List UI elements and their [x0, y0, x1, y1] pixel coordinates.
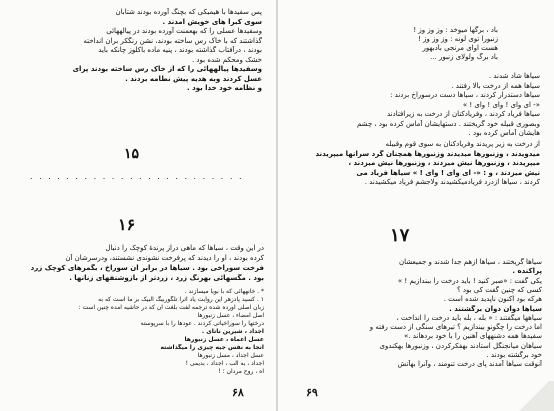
chapter-17-number: ۱۷: [390, 225, 410, 246]
body-line: هرکه بود اکنون ناپدید شده است .: [443, 295, 542, 304]
body-line: آنوقت سیاها آمدند پای درخت تنومند ، وآنرا بهآتش: [397, 360, 542, 369]
page-number-right: ۶۹: [306, 386, 318, 399]
left-page: [0, 0, 276, 411]
footnote-line: اجداد ، شیرین ناتای .: [201, 328, 264, 335]
body-line: یکی گفت : «صبر کنید ! باید درخت را ببندازیم ! »: [397, 276, 542, 285]
body-line: «- ای وای ! وای ! وای ! »: [462, 100, 540, 109]
poem-line: باد ، برگها میوخد : وز وز وز !: [413, 26, 498, 34]
body-line: سیاهها میگفتند : « بله ، بله باید درخت را انداخت ،: [396, 313, 542, 322]
section-dots: . . . . . . . . . . . . . . . . . . . . . . . .: [30, 172, 244, 181]
footnote-line: اصل امضاء ، عسل زنبورها: [197, 312, 264, 319]
body-line: سفیدها همه دشنههای آهنین را با خود بردهاند .»: [403, 332, 542, 341]
body-line: و نظامه خود خدا بود .: [187, 84, 262, 92]
poem-line: باد برگ ولولای زنبور ...: [430, 53, 498, 61]
body-line: میپریدند ، وزنبورها نیش میزدند ، وزنبورها نیش میزدند ،: [348, 159, 540, 167]
footnote-line: * . خانههائی که با بویا میسازند .: [184, 288, 264, 295]
footnote-line: آنجا به نفس جیه چیزی را میگذاشته: [160, 344, 264, 351]
body-line: خشک ومحکم شده بود .: [191, 55, 262, 64]
body-line: میدویدند ، وزنبورها میدیدند وزنبورها همچنان گرد سرآنها میپریدند: [315, 149, 540, 158]
chapter-15-number: ۱۵: [124, 146, 140, 162]
body-line: کردند ، سیاها ازدرد فریادمیکشیدند ولاجشم فریاد میکشیدند .: [364, 178, 540, 186]
footnote-line: عسل اعماه ، عسل زنبورها: [184, 336, 264, 343]
body-line: سیاها گریختند ، سیاها ازهم جدا شدند و جمیعشان: [398, 258, 542, 266]
body-line: بود . مگسهائی بهرنگ زرد ، زردتر از بازوشنفهای زنانها .: [69, 274, 264, 282]
footnote-line: اجداد ، به آلب ، اجداد ، بدیمی !: [185, 360, 264, 367]
body-line: کرده بودند ، او را دیدند که پرفرخت نشوندی نشستند، ودرسرشان آن: [65, 254, 264, 262]
body-line: سیاها دوان دوان برگشتند .: [449, 304, 542, 313]
footnote-line: درختها را سوراخیاتی کردند . عودها را با سرپوسته: [140, 320, 264, 327]
footnote-line: ۱ . کسید پادزهر این روایت یاد اثرا تلگوربیگ آلبیک بر ما است که به: [98, 296, 264, 303]
footnote-line: آه ، روح مردان ؛ !: [218, 368, 264, 375]
poem-line: زنبورا توی لونه : وز وز وز !: [418, 35, 498, 43]
footnote-line: زبان اصلی آورده شده ترجمه لفت بلغت آن که در حاشیه آمده چنین است :: [78, 304, 264, 311]
body-line: وسفیدها پیالههائی را که از خاک رس ساخته بودند پرای: [72, 65, 262, 73]
poem-line: هست اوای مرنجی بادبهور: [422, 44, 498, 52]
body-line: گذاشتند که با خاک رس ساخته بودند، نشن رنگکر بران انداخته: [83, 36, 262, 45]
body-line: فرخت سوراخی بود . سیاها در برابر آن سوراخ ، بگمرهای کوچک زرد: [30, 264, 264, 272]
body-line: سیاها همه از درخت بالا رفتند .: [451, 81, 540, 90]
body-line: سیاها دستدرار کردند ، سیاها دست درسوراخ بردند :: [390, 91, 540, 99]
body-line: سیاها فریاد کردند ، وفریادکنان از درخت به زیرافتادند: [386, 110, 540, 118]
body-line: از درخت به زیر پریدند وفریادکنان به سوی قوم وقبیله: [385, 140, 540, 148]
body-line: کسی که چنین گفت کی بود ؟: [456, 285, 542, 294]
body-line: اما درخت را چگونو بیندازیم ؟ تیرهای سنگی از دست رفته و: [369, 323, 542, 332]
body-line: در این وقت ، سیاها که ماهی دراز پرندهٔ کوچک را دنبال: [105, 244, 264, 252]
body-line: هایشان آماس کرده بود .: [468, 129, 540, 137]
body-line: وسفیدها عسلی را که بهعمنت آورده بودند در پیالههائی: [106, 27, 262, 35]
body-line: سوی کبرا های خویش آمدند .: [162, 17, 262, 26]
right-page: [278, 0, 554, 411]
chapter-16-number: ۱۶: [118, 215, 136, 234]
body-line: عسل کردند وبه هدیه پیش نطامه بردند .: [125, 74, 262, 83]
page-curl: [514, 381, 554, 411]
footnote-line: عسل اجداد ، مسل زنبورها: [197, 352, 264, 359]
body-line: پراکنده .: [512, 267, 542, 276]
body-line: نیش میزدند ، و : «- ای وای ! وای ! » سیاها فریاد می: [356, 168, 540, 177]
body-line: پس سفیدها با هیمیکی که بچنگ آورده بودند شتابان: [115, 8, 262, 16]
body-line: خود برگشته بودند .: [486, 351, 542, 359]
body-line: سیاهان میانجنگل استادند بهفکرکردن ، وزنبورها بهکندوی: [379, 341, 542, 350]
body-line: سیاها شاد شدند .: [488, 72, 540, 80]
page-number-left: ۶۸: [232, 386, 244, 399]
body-line: بودند ، درآفتاب گذاشته بودند ، پنیه ماده باکلوز چانکه باید: [98, 46, 262, 54]
body-line: وبصوری قبیله خود گریختند . دستهایشان آماس کرده بود ، چشم: [356, 119, 540, 128]
